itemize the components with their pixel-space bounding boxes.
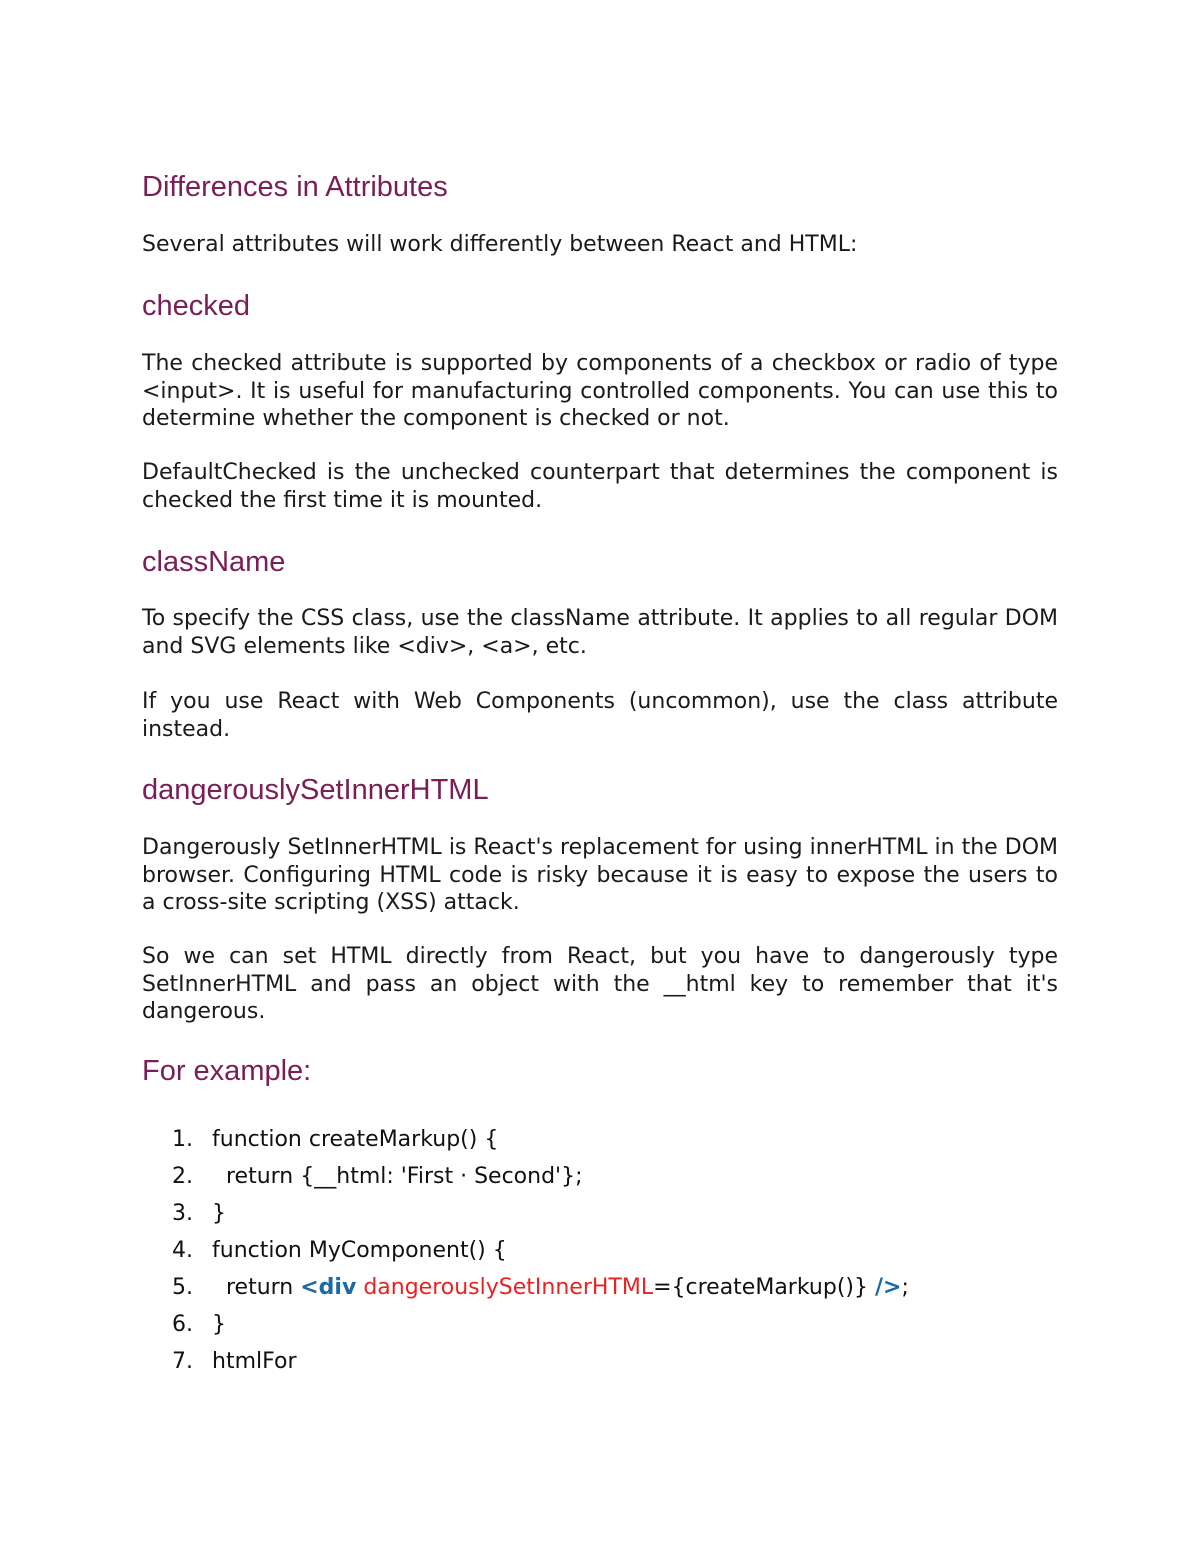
- dangerously-paragraph-1: Dangerously SetInnerHTML is React's replacement for using innerHTML in the DOM browser. Configuring HTML code is risky because it is easy to expose the users to a cross-site scripting (XSS) attack.: [142, 835, 1058, 915]
- code-text: ={createMarkup()}: [653, 1275, 875, 1300]
- checked-paragraph-2: DefaultChecked is the unchecked counterpart that determines the component is checked the first time it is mounted.: [142, 460, 1058, 513]
- code-line: [172, 1158, 909, 1195]
- code-line: [172, 1306, 909, 1343]
- classname-paragraph-2: If you use React with Web Components (uncommon), use the class attribute instead.: [142, 689, 1058, 742]
- code-text: function createMarkup() {: [212, 1127, 499, 1152]
- line-number: 3.: [172, 1201, 193, 1226]
- code-attribute: dangerouslySetInnerHTML: [363, 1275, 654, 1300]
- classname-paragraph-1: To specify the CSS class, use the className attribute. It applies to all regular DOM and SVG elements like <div>, <a>, etc.: [142, 606, 1058, 659]
- code-line: [172, 1121, 909, 1158]
- code-line: [172, 1232, 909, 1269]
- line-number: 6.: [172, 1312, 193, 1337]
- classname-heading: className: [142, 546, 286, 578]
- code-text: function MyComponent() {: [212, 1238, 507, 1263]
- checked-paragraph-1: The checked attribute is supported by components of a checkbox or radio of type <input>. It is useful for manufacturing controlled components. You can use this to determine whether the component is checked or not.: [142, 351, 1058, 431]
- code-tag-close: />: [874, 1275, 902, 1300]
- line-number: 7.: [172, 1349, 193, 1374]
- example-heading: For example:: [142, 1055, 312, 1087]
- dangerously-heading: dangerouslySetInnerHTML: [142, 774, 489, 806]
- code-text: htmlFor: [212, 1349, 297, 1374]
- code-text: }: [212, 1312, 226, 1337]
- code-line: [172, 1195, 909, 1232]
- code-tag-open: <div: [300, 1275, 357, 1300]
- code-text: }: [212, 1201, 226, 1226]
- section-title: Differences in Attributes: [142, 171, 448, 203]
- line-number: 4.: [172, 1238, 193, 1263]
- line-number: 2.: [172, 1164, 193, 1189]
- code-text: return: [212, 1275, 301, 1300]
- code-line: [172, 1269, 909, 1306]
- code-line: [172, 1343, 909, 1380]
- dangerously-paragraph-2: So we can set HTML directly from React, but you have to dangerously type SetInnerHTML and pass an object with the __html key to remember that it's dangerous.: [142, 944, 1058, 1024]
- line-number: 5.: [172, 1275, 193, 1300]
- line-number: 1.: [172, 1127, 193, 1152]
- code-text: return {__html: 'First · Second'};: [212, 1164, 583, 1189]
- intro-paragraph: Several attributes will work differently between React and HTML:: [142, 232, 858, 257]
- checked-heading: checked: [142, 290, 251, 322]
- document-page: [142, 0, 1058, 1553]
- code-text: ;: [901, 1275, 909, 1300]
- code-example-list: [172, 1121, 909, 1380]
